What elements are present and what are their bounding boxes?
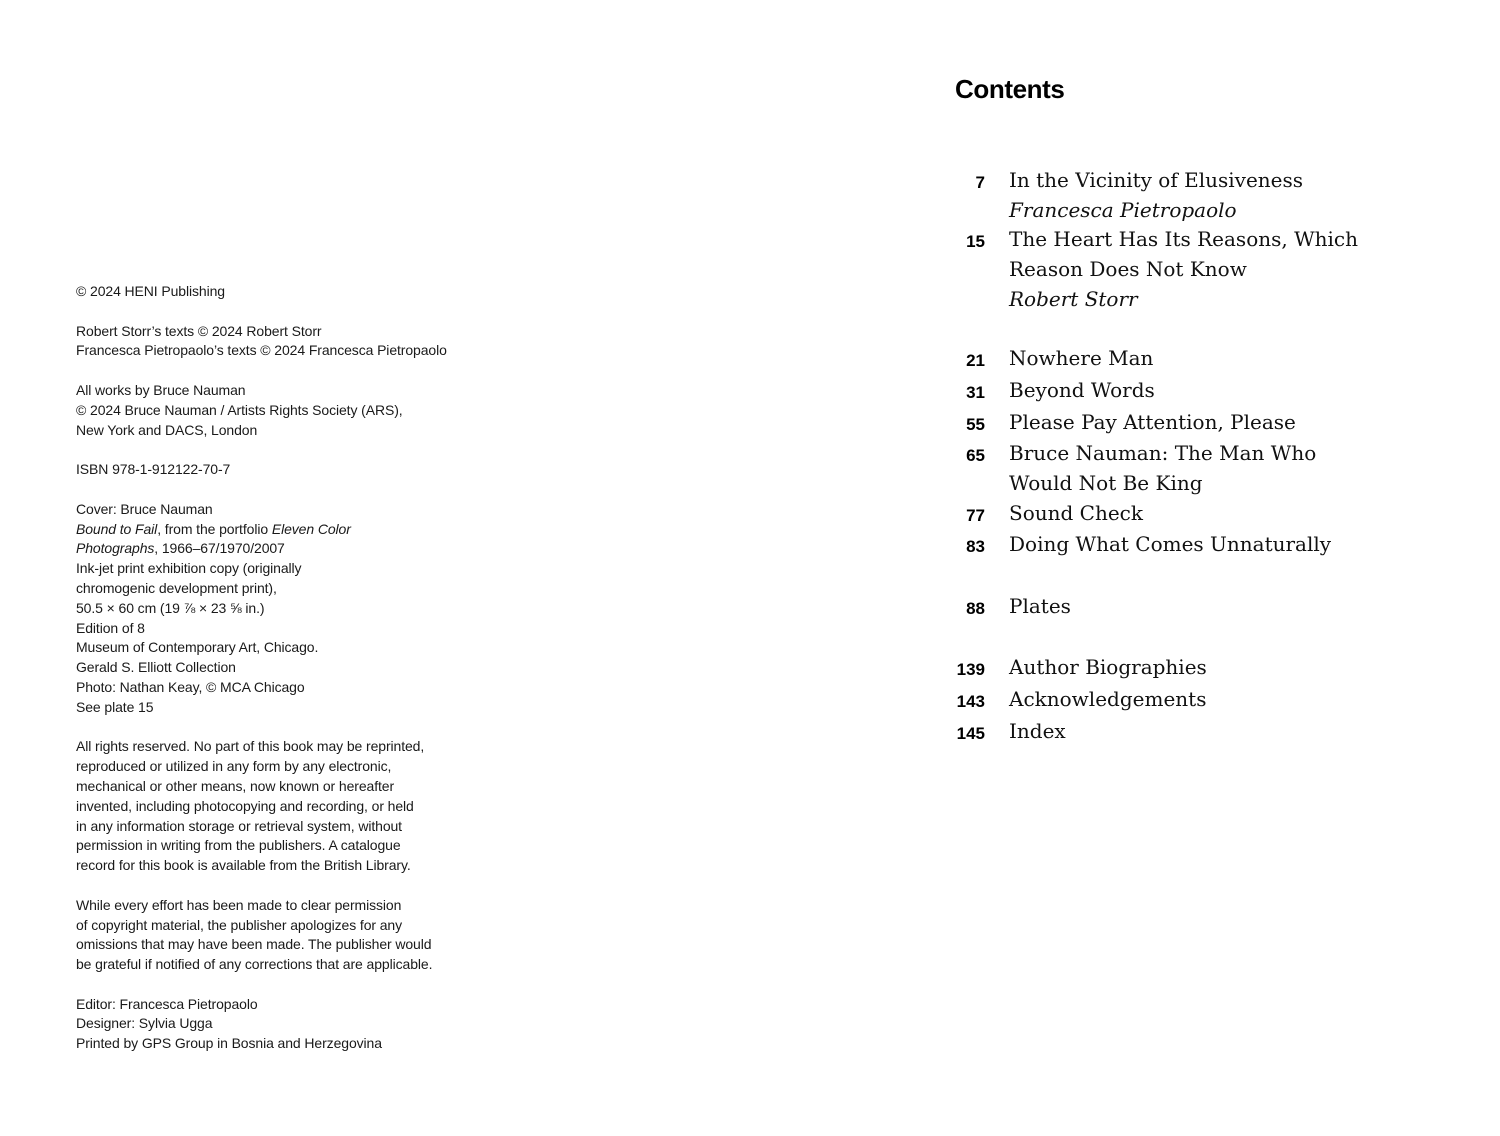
texts-credits — [76, 322, 496, 362]
credit-line: Designer: Sylvia Ugga — [76, 1015, 213, 1032]
toc-entry-text — [1009, 408, 1296, 438]
toc-entry-title: Beyond Words — [1009, 377, 1155, 402]
toc-entry[interactable] — [940, 376, 1460, 408]
toc-entry-title: Bruce Nauman: The Man Who — [1009, 441, 1317, 466]
toc-entry[interactable] — [940, 592, 1460, 624]
toc-entry-author: Robert Storr — [1009, 286, 1138, 311]
rights-statement — [76, 737, 496, 876]
works-credit-line: © 2024 Bruce Nauman / Artists Rights Society (ARS), — [76, 401, 403, 418]
works-credit-line: All works by Bruce Nauman — [76, 381, 246, 398]
toc-entry[interactable] — [940, 166, 1460, 225]
toc-entry[interactable] — [940, 499, 1460, 531]
toc-page-number: 77 — [966, 505, 985, 525]
cover-detail-line: Ink-jet print exhibition copy (originally — [76, 560, 302, 577]
toc-entry[interactable] — [940, 408, 1460, 440]
rights-line: All rights reserved. No part of this book may be reprinted, — [76, 738, 425, 755]
works-credit-line: New York and DACS, London — [76, 421, 258, 438]
cover-detail-line: Museum of Contemporary Art, Chicago. — [76, 639, 319, 656]
cover-work-title: Bound to Fail — [76, 520, 158, 537]
toc-group-texts — [940, 344, 1460, 562]
toc-entry-text — [1009, 592, 1071, 622]
toc-entry-text — [1009, 717, 1066, 747]
toc-entry-text — [1009, 499, 1143, 529]
credit-line: Editor: Francesca Pietropaolo — [76, 995, 258, 1012]
toc-page-number: 65 — [966, 446, 985, 466]
cover-detail-line: Photo: Nathan Keay, © MCA Chicago — [76, 678, 305, 695]
rights-line: in any information storage or retrieval system, without — [76, 817, 402, 834]
permission-statement — [76, 896, 496, 975]
rights-line: mechanical or other means, now known or hereafter — [76, 777, 395, 794]
toc-entry-text — [1009, 166, 1303, 225]
cover-detail-line: 50.5 × 60 cm (19 ⅞ × 23 ⅝ in.) — [76, 599, 265, 616]
toc-entry[interactable] — [940, 530, 1460, 562]
cover-title-line — [76, 520, 496, 540]
toc-entry[interactable] — [940, 653, 1460, 685]
cover-portfolio-title-2: Photographs — [76, 540, 155, 557]
toc-entry-title: Plates — [1009, 593, 1071, 618]
toc-entry-text — [1009, 344, 1153, 374]
cover-portfolio-line — [76, 539, 496, 559]
toc-entry-text — [1009, 225, 1358, 314]
toc-entry-title: Nowhere Man — [1009, 346, 1154, 371]
toc-entry-text — [1009, 530, 1331, 560]
cover-detail-line: Gerald S. Elliott Collection — [76, 659, 236, 676]
toc-entry-title: Reason Does Not Know — [1009, 257, 1247, 282]
cover-detail-line: chromogenic development print), — [76, 579, 277, 596]
cover-line: Cover: Bruce Nauman — [76, 500, 213, 517]
toc-entry-text — [1009, 653, 1207, 683]
toc-group-essays — [940, 166, 1460, 315]
production-credits — [76, 995, 496, 1054]
table-of-contents — [940, 166, 1460, 778]
texts-credit-line: Robert Storr’s texts © 2024 Robert Storr — [76, 322, 322, 339]
contents-title: Contents — [955, 74, 1065, 104]
toc-group-back-matter — [940, 653, 1460, 748]
toc-entry[interactable] — [940, 717, 1460, 749]
permission-line: of copyright material, the publisher apologizes for any — [76, 916, 403, 933]
works-credits — [76, 381, 496, 440]
isbn — [76, 460, 496, 480]
toc-entry-title: Would Not Be King — [1009, 471, 1203, 496]
toc-entry-author: Francesca Pietropaolo — [1009, 197, 1237, 222]
toc-entry-title: The Heart Has Its Reasons, Which — [1009, 227, 1359, 252]
toc-page-number: 83 — [966, 537, 985, 557]
toc-entry-text — [1009, 376, 1155, 406]
toc-entry[interactable] — [940, 225, 1460, 314]
toc-page-number: 7 — [975, 173, 985, 192]
cover-dates: , 1966–67/1970/2007 — [154, 540, 285, 557]
toc-page-number: 55 — [966, 414, 985, 434]
toc-page-number: 145 — [956, 723, 985, 743]
cover-portfolio-title-1: Eleven Color — [271, 520, 351, 537]
toc-entry-text — [1009, 439, 1316, 498]
cover-detail-line: See plate 15 — [76, 698, 154, 715]
colophon — [76, 282, 496, 1074]
toc-page-number: 21 — [966, 351, 985, 371]
toc-page-number: 139 — [956, 660, 985, 680]
permission-line: While every effort has been made to clear permission — [76, 896, 402, 913]
cover-credit — [76, 500, 496, 718]
toc-entry-title: Author Biographies — [1009, 655, 1207, 680]
toc-group-plates — [940, 592, 1460, 624]
toc-page-number: 143 — [956, 691, 985, 711]
rights-line: permission in writing from the publishers. A catalogue — [76, 837, 401, 854]
toc-page-number: 31 — [966, 382, 985, 402]
toc-entry[interactable] — [940, 344, 1460, 376]
rights-line: reproduced or utilized in any form by any electronic, — [76, 758, 392, 775]
toc-entry-text — [1009, 685, 1206, 715]
toc-entry-title: Doing What Comes Unnaturally — [1009, 532, 1332, 557]
toc-entry-title: Please Pay Attention, Please — [1009, 409, 1296, 434]
rights-line: invented, including photocopying and recording, or held — [76, 797, 414, 814]
toc-page-number: 88 — [966, 598, 985, 618]
toc-entry[interactable] — [940, 439, 1460, 498]
permission-line: omissions that may have been made. The publisher would — [76, 936, 432, 953]
credit-line: Printed by GPS Group in Bosnia and Herzegovina — [76, 1035, 382, 1052]
isbn-line: ISBN 978-1-912122-70-7 — [76, 461, 231, 478]
cover-from-text: , from the portfolio — [157, 520, 272, 537]
copyright-notice — [76, 282, 496, 302]
toc-entry-title: Index — [1009, 718, 1066, 743]
toc-entry-title: In the Vicinity of Elusiveness — [1009, 168, 1304, 192]
copyright-line: © 2024 HENI Publishing — [76, 283, 225, 299]
texts-credit-line: Francesca Pietropaolo’s texts © 2024 Francesca Pietropaolo — [76, 342, 447, 359]
toc-entry-title: Acknowledgements — [1009, 686, 1207, 711]
rights-line: record for this book is available from the British Library. — [76, 857, 411, 874]
toc-page-number: 15 — [966, 232, 985, 252]
permission-line: be grateful if notified of any corrections that are applicable. — [76, 956, 433, 973]
cover-detail-line: Edition of 8 — [76, 619, 145, 636]
toc-entry-title: Sound Check — [1009, 500, 1144, 525]
toc-entry[interactable] — [940, 685, 1460, 717]
